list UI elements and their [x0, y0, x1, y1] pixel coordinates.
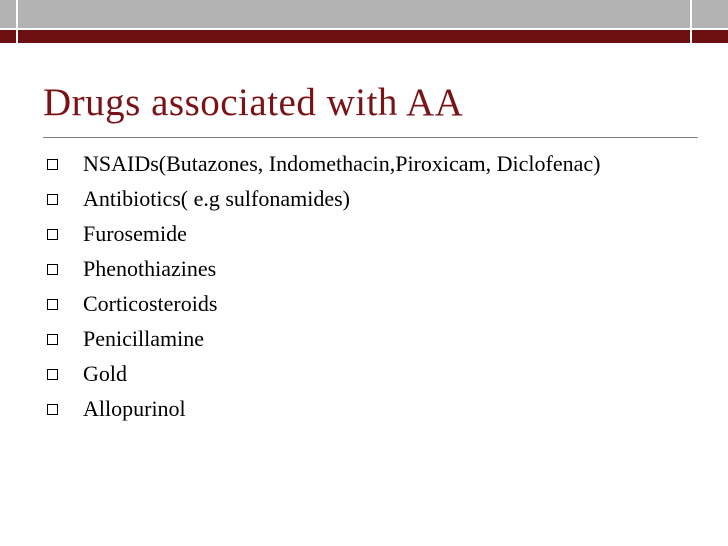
grey-band-segment — [18, 0, 690, 28]
hollow-square-icon — [47, 369, 58, 380]
list-item — [43, 362, 683, 386]
list-item — [43, 222, 683, 246]
bullet-text: Antibiotics( e.g sulfonamides) — [83, 186, 351, 211]
list-item — [43, 187, 683, 211]
hollow-square-icon — [47, 299, 58, 310]
grey-band-segment — [0, 0, 16, 28]
maroon-header-bar — [0, 30, 728, 43]
bullet-text: Penicillamine — [83, 326, 204, 351]
hollow-square-icon — [47, 194, 58, 205]
hollow-square-icon — [47, 159, 58, 170]
bullet-text: Corticosteroids — [83, 291, 218, 316]
hollow-square-icon — [47, 404, 58, 415]
grey-band-segment — [692, 0, 728, 28]
bullet-text: NSAIDs(Butazones, Indomethacin,Piroxicam, Diclofenac) — [83, 151, 601, 176]
bullet-text: Phenothiazines — [83, 256, 217, 281]
slide-title: Drugs associated with AA — [43, 81, 464, 124]
slide-header-decoration — [0, 0, 728, 46]
hollow-square-icon — [47, 229, 58, 240]
hollow-square-icon — [47, 264, 58, 275]
list-item — [43, 152, 683, 176]
bullet-text: Gold — [83, 361, 127, 386]
grey-header-band — [0, 0, 728, 30]
list-item — [43, 397, 683, 421]
bar-divider — [16, 30, 18, 43]
list-item — [43, 292, 683, 316]
title-underline — [43, 137, 698, 138]
bullet-text: Furosemide — [83, 221, 187, 246]
list-item — [43, 327, 683, 351]
list-item — [43, 257, 683, 281]
bullet-list — [43, 152, 683, 432]
bar-divider — [690, 30, 692, 43]
hollow-square-icon — [47, 334, 58, 345]
bullet-text: Allopurinol — [83, 396, 186, 421]
